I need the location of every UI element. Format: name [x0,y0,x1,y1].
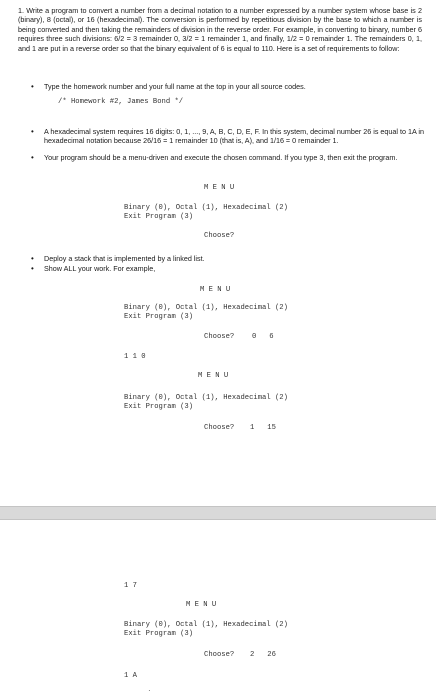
menu-title: M E N U [204,184,235,192]
menu-title: M E N U [198,372,229,380]
document-page-2 [0,520,436,700]
menu-line-2: Exit Program (3) [124,213,194,221]
bullet-menu-text: Your program should be a menu-driven and execute the chosen command. If you type 3, then exit the program. [44,153,398,162]
menu-title: M E N U [200,286,231,294]
code-comment: /* Homework #2, James Bond */ [58,98,184,106]
menu-prompt: Choose? [204,651,235,659]
menu-line-2: Exit Program (3) [124,313,194,321]
example-3-input: 2 26 [250,651,276,659]
bullet-homework [31,82,424,91]
menu-prompt: Choose? [204,232,235,240]
example-1-input: 0 6 [252,333,274,341]
bullet-homework-text: Type the homework number and your full name at the top in your all source codes. [44,82,306,91]
bullet-hex-text: A hexadecimal system requires 16 digits: 0, 1, ..., 9, A, B, C, D, E, F. In this system, decimal number 26 is equal to 1A in hexadecimal notation because 26/16 = 1 remainder 10 (that is, A), and 1/16 = 0 remainder 1. [44,127,424,146]
bullet-show-text: Show ALL your work. For example, [44,264,156,273]
bullet-show [31,264,424,273]
menu-prompt: Choose? [204,424,235,432]
bullet-dot-icon: • [31,82,34,91]
menu-line-2: Exit Program (3) [124,630,194,638]
menu-prompt: Choose? [204,333,235,341]
page-break [0,506,436,520]
cursor-mark-icon: · [148,686,151,695]
menu-line-1: Binary (0), Octal (1), Hexadecimal (2) [124,204,288,212]
bullet-dot-icon: • [31,153,34,162]
menu-line-1: Binary (0), Octal (1), Hexadecimal (2) [124,621,288,629]
example-2-input: 1 15 [250,424,276,432]
intro-paragraph: 1. Write a program to convert a number from a decimal notation to a number expressed by a number system whose base is 2 (binary), 8 (octal), or 16 (hexadecimal). The conversion is performed by repetitious division by the base to which a number is being converted and then taking the remainders of division in the reverse order. For example, in converting to binary, number 6 requires three such divisions: 6/2 = 3 remainder 0, 3/2 = 1 remainder 1, and finally, 1/2 = 0 remainder 1. The remainders 0, 1, and 1 are put in a reverse order so that the binary equivalent of 6 is equal to 110. Here is a set of requirements to follow: [18,6,422,53]
bullet-hex [31,127,424,146]
menu-title: M E N U [186,601,217,609]
bullet-stack [31,254,424,263]
bullet-menu [31,153,424,162]
bullet-stack-text: Deploy a stack that is implemented by a linked list. [44,254,205,263]
menu-line-1: Binary (0), Octal (1), Hexadecimal (2) [124,304,288,312]
example-2-result: 1 7 [124,582,137,590]
bullet-dot-icon: • [31,254,34,263]
menu-line-1: Binary (0), Octal (1), Hexadecimal (2) [124,394,288,402]
bullet-dot-icon: • [31,127,34,136]
menu-line-2: Exit Program (3) [124,403,194,411]
example-3-result: 1 A [124,672,137,680]
bullet-dot-icon: • [31,264,34,273]
example-1-result: 1 1 0 [124,353,146,361]
